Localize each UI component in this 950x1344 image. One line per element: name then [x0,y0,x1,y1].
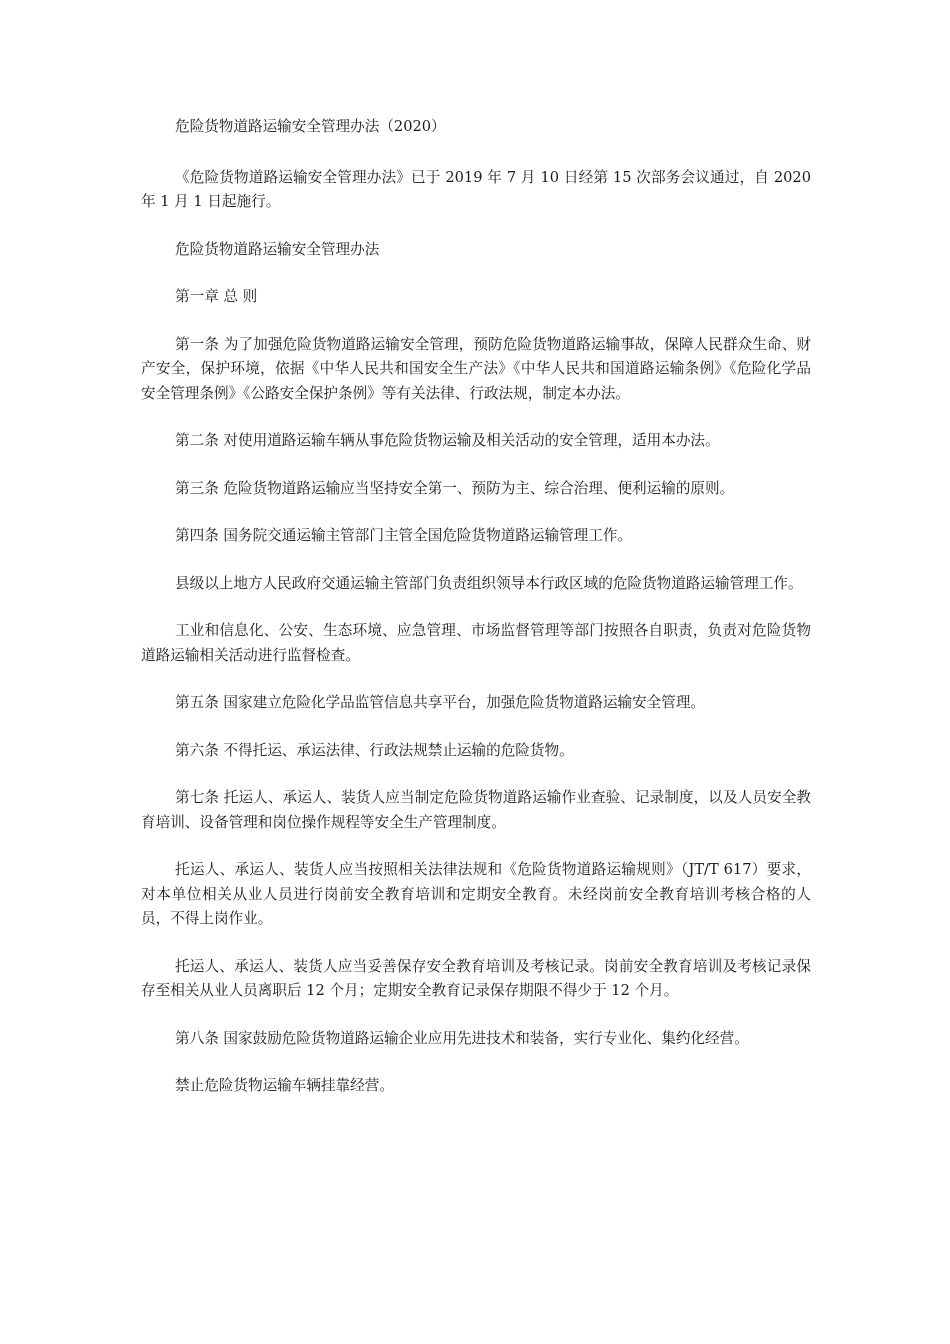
article-7-paragraph-3: 托运人、承运人、装货人应当妥善保存安全教育培训及考核记录。岗前安全教育培训及考核记录保存至相关从业人员离职后 12 个月；定期安全教育记录保存期限不得少于 12 个月。 [141,957,811,999]
adoption-notice: 《危险货物道路运输安全管理办法》已于 2019 年 7 月 10 日经第 15 次部务会议通过，自 2020 年 1 月 1 日起施行。 [141,168,811,210]
article-4: 第四条 国务院交通运输主管部门主管全国危险货物道路运输管理工作。 [175,527,633,544]
article-6: 第六条 不得托运、承运法律、行政法规禁止运输的危险货物。 [175,741,574,759]
regulation-heading: 危险货物道路运输安全管理办法 [175,240,380,258]
article-2: 第二条 对使用道路运输车辆从事危险货物运输及相关活动的安全管理，适用本办法。 [175,432,720,449]
document-page [141,115,811,1122]
article-4-paragraph-2: 县级以上地方人民政府交通运输主管部门负责组织领导本行政区域的危险货物道路运输管理工作。 [175,574,803,592]
article-3: 第三条 危险货物道路运输应当坚持安全第一、预防为主、综合治理、便利运输的原则。 [175,479,735,497]
document-title: 危险货物道路运输安全管理办法（2020） [175,118,446,135]
article-8-paragraph-2: 禁止危险货物运输车辆挂靠经营。 [175,1077,394,1094]
article-8: 第八条 国家鼓励危险货物道路运输企业应用先进技术和装备，实行专业化、集约化经营。 [175,1029,749,1047]
article-4-paragraph-3: 工业和信息化、公安、生态环境、应急管理、市场监督管理等部门按照各自职责，负责对危险货物道路运输相关活动进行监督检查。 [141,622,811,664]
article-1: 第一条 为了加强危险货物道路运输安全管理，预防危险货物道路运输事故，保障人民群众生命、财产安全，保护环境，依据《中华人民共和国安全生产法》《中华人民共和国道路运输条例》《危险化学品安全管理条例》《公路安全保护条例》等有关法律、行政法规，制定本办法。 [141,335,811,402]
article-5: 第五条 国家建立危险化学品监管信息共享平台，加强危险货物道路运输安全管理。 [175,694,706,711]
article-7: 第七条 托运人、承运人、装货人应当制定危险货物道路运输作业查验、记录制度，以及人员安全教育培训、设备管理和岗位操作规程等安全生产管理制度。 [141,789,811,831]
article-7-paragraph-2: 托运人、承运人、装货人应当按照相关法律法规和《危险货物道路运输规则》（JT/T 617）要求，对本单位相关从业人员进行岗前安全教育培训和定期安全教育。未经岗前安全教育培训考核合格的人员，不得上岗作业。 [141,861,811,927]
chapter-heading: 第一章 总 则 [175,288,258,305]
